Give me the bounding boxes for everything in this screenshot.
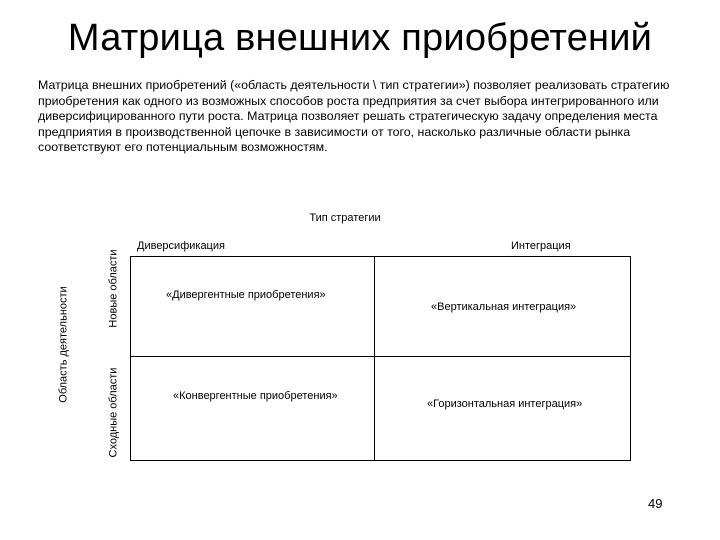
- row-label-similar-areas: Сходные области: [107, 367, 120, 458]
- cell-convergent-acquisitions: «Конвергентные приобретения»: [173, 390, 338, 402]
- column-label-diversification: Диверсификация: [137, 240, 225, 252]
- row-label-new-areas: Новые области: [107, 249, 120, 328]
- cell-vertical-integration: «Вертикальная интеграция»: [431, 301, 577, 313]
- activity-area-axis-label: Область деятельности: [57, 286, 70, 403]
- matrix-frame: [130, 256, 631, 461]
- cell-divergent-acquisitions: «Дивергентные приобретения»: [166, 289, 326, 301]
- matrix-vertical-divider: [374, 256, 375, 461]
- matrix-horizontal-divider: [130, 356, 631, 357]
- column-label-integration: Интеграция: [511, 240, 571, 252]
- page-number: 49: [648, 496, 663, 511]
- cell-horizontal-integration: «Горизонтальная интеграция»: [427, 398, 583, 410]
- strategy-type-axis-label: Тип стратегии: [309, 212, 381, 224]
- slide-title: Матрица внешних приобретений: [67, 17, 653, 59]
- intro-paragraph: Матрица внешних приобретений («область деятельности \ тип стратегии») позволяет реализовать стратегию приобретения как одного из возможных способов роста предприятия за счет выбора интегрированного или диверсифицированного пути роста. Матрица позволяет решать стратегическую задачу определения места предприятия в производственной цепочке в зависимости от того, насколько различные области рынка соответствуют его потенциальным возможностям.: [38, 78, 670, 155]
